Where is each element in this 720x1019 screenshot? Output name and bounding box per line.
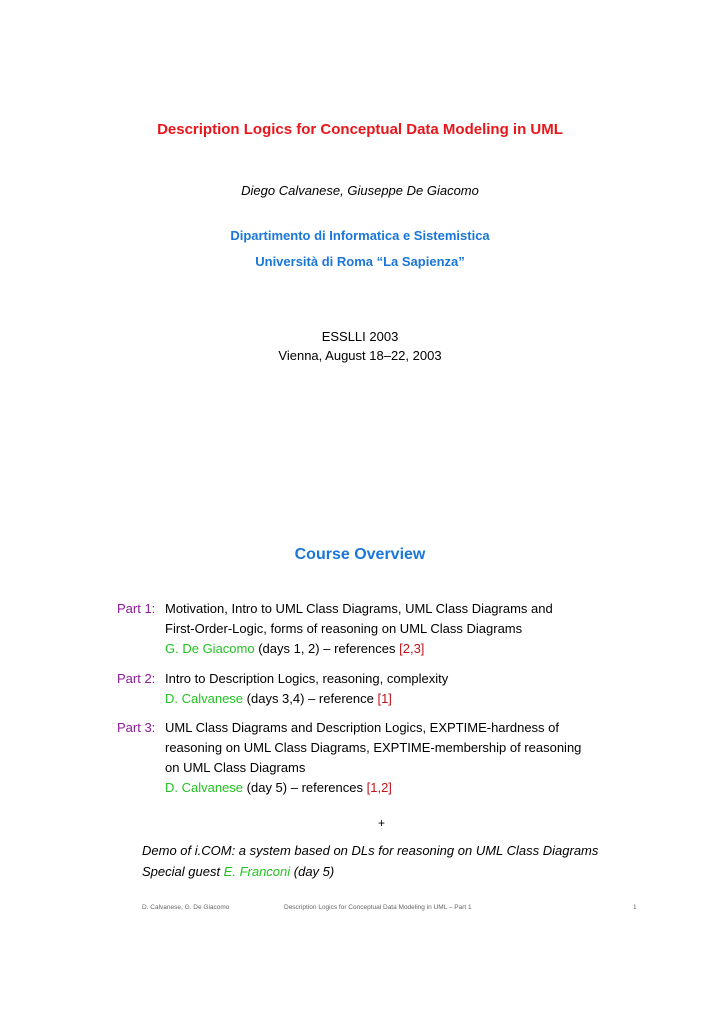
overview-heading: Course Overview xyxy=(294,546,426,563)
event-venue: Vienna, August 18–22, 2003 xyxy=(278,348,442,363)
part-description-line: on UML Class Diagrams xyxy=(165,760,306,775)
guest-suffix: (day 5) xyxy=(290,864,335,879)
demo-note xyxy=(142,840,702,882)
part-description-line: UML Class Diagrams and Description Logics, EXPTIME-hardness of xyxy=(165,720,559,735)
guest-name: E. Franconi xyxy=(223,864,291,879)
department: Dipartimento di Informatica e Sistemistica xyxy=(230,228,490,243)
authors: Diego Calvanese, Giuseppe De Giacomo xyxy=(241,183,479,198)
footer-authors: D. Calvanese, G. De Giacomo xyxy=(142,904,230,911)
part-description-line: Motivation, Intro to UML Class Diagrams, UML Class Diagrams and xyxy=(165,601,553,616)
lecturer-name: G. De Giacomo xyxy=(165,641,255,656)
part-schedule xyxy=(165,689,677,709)
lecturer-name: D. Calvanese xyxy=(165,691,244,706)
part-schedule xyxy=(165,778,677,798)
references: [1,2] xyxy=(366,780,392,795)
days-text: (day 5) – references xyxy=(243,780,367,795)
part-schedule xyxy=(165,639,677,659)
part-label: Part 3: xyxy=(117,720,156,735)
course-part-2 xyxy=(117,669,677,709)
part-label: Part 1: xyxy=(117,601,156,616)
event-name: ESSLLI 2003 xyxy=(321,329,399,344)
university: Università di Roma “La Sapienza” xyxy=(255,254,465,269)
part-label: Part 2: xyxy=(117,671,156,686)
page-number: 1 xyxy=(633,904,637,911)
references: [2,3] xyxy=(399,641,425,656)
references: [1] xyxy=(377,691,392,706)
course-part-3 xyxy=(117,718,677,798)
part-description-line: First-Order-Logic, forms of reasoning on UML Class Diagrams xyxy=(165,621,523,636)
part-description-line: Intro to Description Logics, reasoning, complexity xyxy=(165,671,449,686)
guest-prefix: Special guest xyxy=(142,864,224,879)
lecturer-name: D. Calvanese xyxy=(165,780,244,795)
page-title: Description Logics for Conceptual Data Modeling in UML xyxy=(157,121,563,138)
guest-line xyxy=(142,861,702,882)
days-text: (days 3,4) – reference xyxy=(243,691,378,706)
part-description-line: reasoning on UML Class Diagrams, EXPTIME-membership of reasoning xyxy=(165,740,582,755)
course-part-1 xyxy=(117,599,677,659)
demo-line: Demo of i.COM: a system based on DLs for reasoning on UML Class Diagrams xyxy=(142,843,599,858)
days-text: (days 1, 2) – references xyxy=(254,641,400,656)
footer-title: Description Logics for Conceptual Data Modeling in UML – Part 1 xyxy=(284,904,472,911)
plus-separator: + xyxy=(378,816,386,830)
